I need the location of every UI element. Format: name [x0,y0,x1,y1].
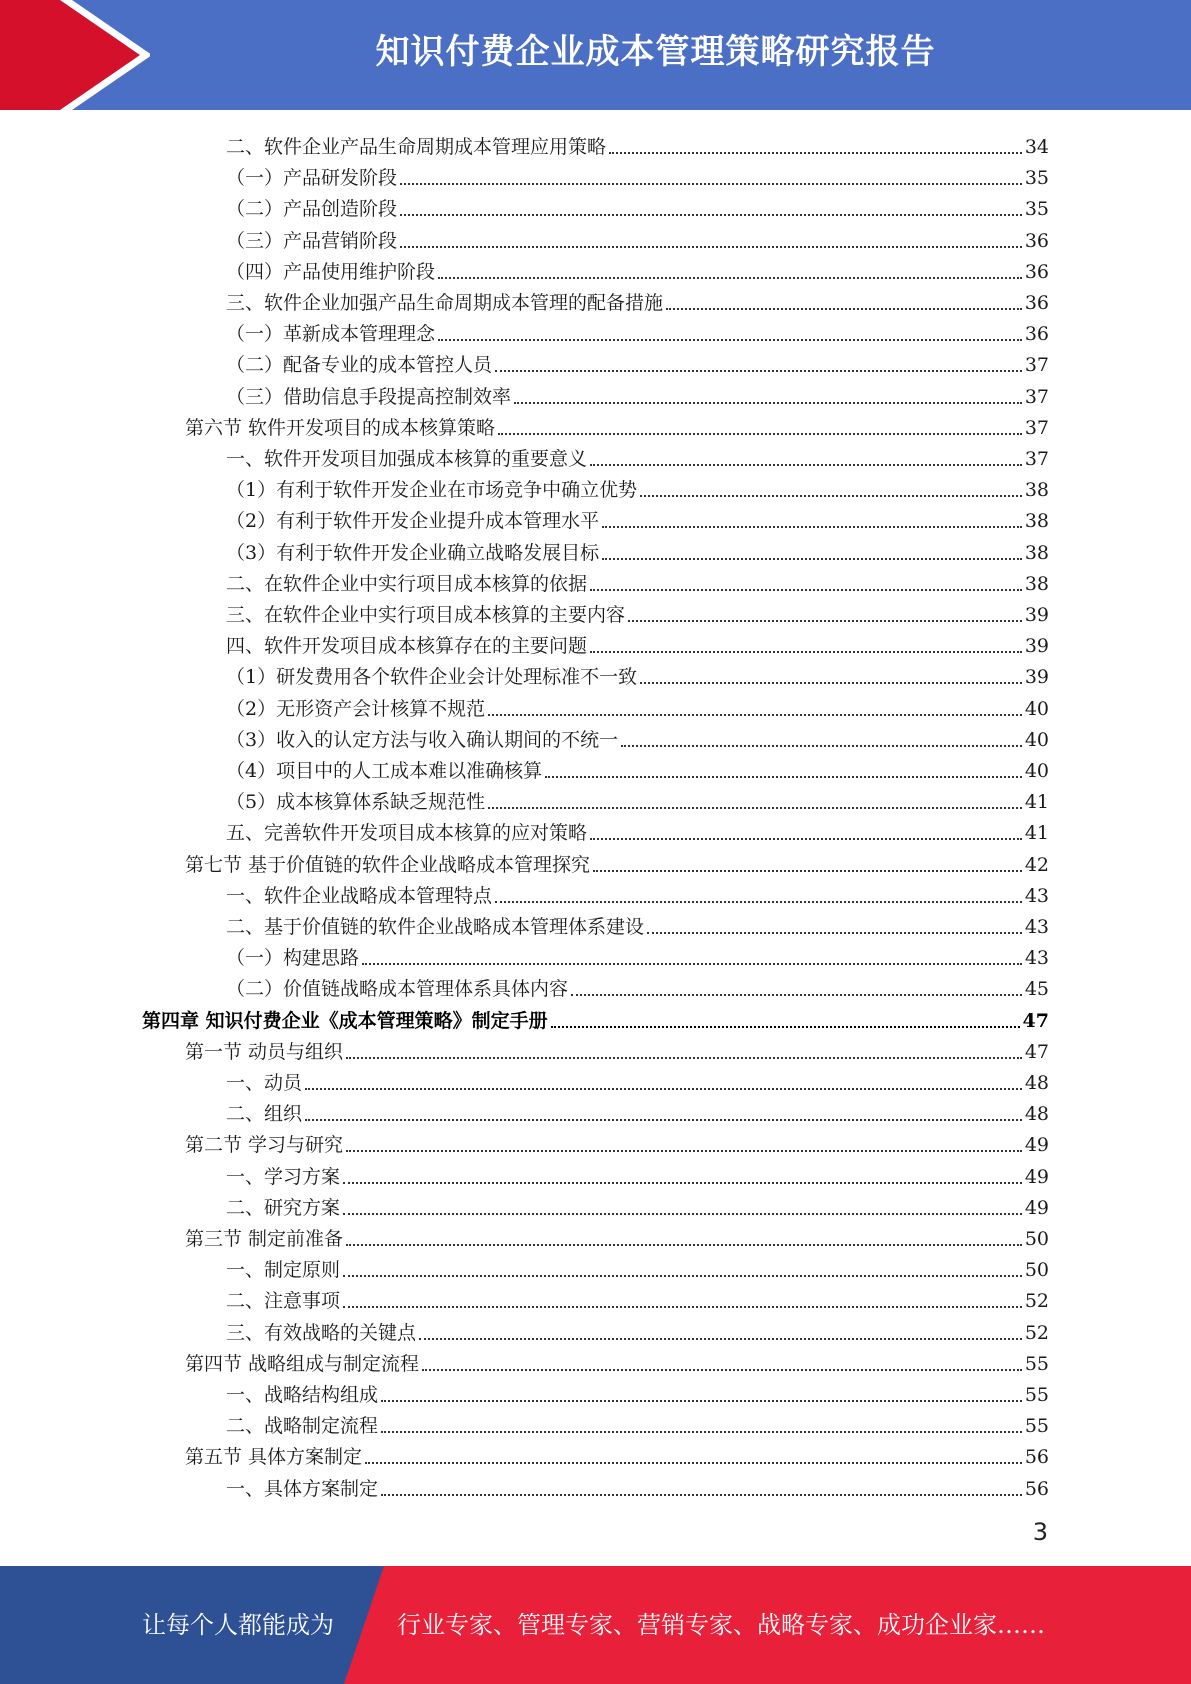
toc-subsection-entry[interactable] [226,1095,1049,1126]
toc-leader-dots [593,869,1022,872]
toc-leader-dots [488,713,1022,716]
toc-entry-page: 36 [1024,229,1049,252]
toc-subsection-entry[interactable] [226,752,1049,783]
toc-subsection-entry[interactable] [226,721,1049,752]
toc-subsection-entry[interactable] [226,1251,1049,1282]
toc-subsection-entry[interactable] [226,783,1049,814]
toc-subsection-entry[interactable] [226,378,1049,409]
toc-leader-dots [343,1212,1022,1215]
toc-entry-title: 二、注意事项 [226,1290,341,1313]
toc-entry-title: 四、软件开发项目成本核算存在的主要问题 [226,635,588,658]
toc-leader-dots [381,1399,1022,1402]
toc-leader-dots [551,1025,1020,1028]
toc-leader-dots [647,931,1022,934]
toc-leader-dots [640,494,1022,497]
toc-leader-dots [495,900,1022,903]
toc-leader-dots [590,463,1022,466]
toc-entry-page: 41 [1024,791,1049,814]
toc-entry-title: 三、软件企业加强产品生命周期成本管理的配备措施 [226,292,664,314]
toc-leader-dots [346,1149,1022,1152]
toc-leader-dots [640,681,1022,684]
toc-entry-page: 49 [1024,1196,1049,1219]
toc-leader-dots [545,775,1022,778]
toc-entry-title: 第七节 基于价值链的软件企业战略成本管理探究 [185,853,591,876]
toc-subsection-entry[interactable] [226,658,1049,689]
toc-entry-title: 一、动员 [226,1072,303,1094]
toc-entry-page: 56 [1024,1446,1049,1469]
toc-subsection-entry[interactable] [226,253,1049,284]
toc-leader-dots [422,1368,1022,1371]
toc-entry-page: 36 [1024,323,1049,346]
toc-entry-page: 35 [1024,167,1049,190]
toc-chapter-entry[interactable] [142,1002,1049,1033]
toc-entry-title: 第五节 具体方案制定 [185,1446,363,1469]
toc-entry-page: 37 [1024,416,1049,439]
toc-entry-title: （三）借助信息手段提高控制效率 [226,385,512,408]
toc-subsection-entry[interactable] [226,346,1049,377]
toc-subsection-entry[interactable] [226,1376,1049,1407]
toc-entry-title: （1）研发费用各个软件企业会计处理标准不一致 [226,666,638,689]
toc-leader-dots [381,1430,1022,1433]
page-footer [0,1566,1191,1684]
toc-leader-dots [438,338,1022,341]
toc-entry-page: 43 [1024,916,1049,938]
toc-leader-dots [571,993,1022,996]
toc-subsection-entry[interactable] [226,908,1049,939]
toc-entry-page: 36 [1024,292,1049,314]
toc-entry-title: 二、战略制定流程 [226,1415,379,1438]
toc-entry-page: 38 [1024,510,1049,533]
toc-leader-dots [438,276,1022,279]
toc-entry-title: 一、制定原则 [226,1259,341,1282]
toc-leader-dots [628,619,1022,622]
toc-entry-page: 37 [1024,354,1049,377]
toc-entry-page: 39 [1024,666,1049,689]
toc-entry-page: 47 [1022,1009,1049,1032]
toc-subsection-entry[interactable] [226,471,1049,502]
toc-leader-dots [343,1274,1022,1277]
toc-leader-dots [362,962,1022,965]
toc-entry-page: 49 [1024,1165,1049,1188]
toc-subsection-entry[interactable] [226,814,1049,845]
toc-subsection-entry[interactable] [226,690,1049,721]
toc-entry-page: 35 [1024,198,1049,221]
toc-entry-title: （5）成本核算体系缺乏规范性 [226,791,486,814]
page-number: 3 [1032,1518,1048,1546]
toc-subsection-entry[interactable] [226,1158,1049,1189]
toc-entry-page: 45 [1024,978,1049,1001]
toc-entry-page: 38 [1024,572,1049,595]
toc-leader-dots [400,245,1022,248]
toc-entry-title: 第二节 学习与研究 [185,1134,344,1157]
toc-entry-page: 52 [1024,1321,1049,1344]
toc-entry-title: 二、基于价值链的软件企业战略成本管理体系建设 [226,916,645,938]
toc-entry-title: 二、组织 [226,1103,303,1126]
toc-subsection-entry[interactable] [226,190,1049,221]
toc-subsection-entry[interactable] [226,1064,1049,1095]
toc-subsection-entry[interactable] [226,440,1049,471]
toc-entry-title: （一）构建思路 [226,947,360,970]
toc-entry-title: 三、有效战略的关键点 [226,1321,417,1344]
toc-section-entry[interactable] [185,1220,1049,1251]
page-title: 知识付费企业成本管理策略研究报告 [375,32,936,72]
toc-leader-dots [590,650,1022,653]
toc-entry-title: （4）项目中的人工成本难以准确核算 [226,760,543,782]
toc-entry-title: 五、完善软件开发项目成本核算的应对策略 [226,822,588,845]
toc-entry-title: 第一节 动员与组织 [185,1040,344,1063]
toc-subsection-entry[interactable] [226,128,1049,159]
toc-section-entry[interactable] [185,1126,1049,1157]
toc-entry-page: 43 [1024,884,1049,907]
toc-entry-title: 二、在软件企业中实行项目成本核算的依据 [226,572,588,595]
toc-leader-dots [621,744,1022,747]
toc-leader-dots [495,369,1022,372]
toc-entry-page: 49 [1024,1134,1049,1157]
toc-leader-dots [343,1305,1022,1308]
toc-entry-title: 一、战略结构组成 [226,1384,379,1406]
toc-leader-dots [305,1087,1022,1090]
toc-leader-dots [365,1461,1022,1464]
toc-entry-page: 47 [1024,1040,1049,1063]
toc-leader-dots [419,1337,1022,1340]
toc-entry-page: 56 [1024,1477,1049,1500]
toc-entry-title: （1）有利于软件开发企业在市场竞争中确立优势 [226,479,638,502]
toc-entry-title: （二）价值链战略成本管理体系具体内容 [226,978,569,1001]
toc-subsection-entry[interactable] [226,877,1049,908]
toc-leader-dots [488,806,1022,809]
toc-entry-page: 36 [1024,260,1049,283]
toc-subsection-entry[interactable] [226,502,1049,533]
toc-subsection-entry[interactable] [226,1407,1049,1438]
toc-entry-title: （二）产品创造阶段 [226,198,398,221]
toc-entry-title: （四）产品使用维护阶段 [226,260,436,283]
toc-entry-title: 一、软件企业战略成本管理特点 [226,884,493,907]
toc-leader-dots [666,307,1022,310]
toc-subsection-entry[interactable] [226,284,1049,315]
toc-subsection-entry[interactable] [226,627,1049,658]
toc-subsection-entry[interactable] [226,1282,1049,1313]
toc-subsection-entry[interactable] [226,1470,1049,1501]
toc-entry-page: 39 [1024,635,1049,658]
toc-entry-page: 50 [1024,1259,1049,1282]
toc-leader-dots [602,557,1022,560]
toc-entry-page: 50 [1024,1228,1049,1250]
toc-entry-title: （二）配备专业的成本管控人员 [226,354,493,377]
toc-subsection-entry[interactable] [226,159,1049,190]
toc-leader-dots [602,525,1022,528]
toc-leader-dots [514,401,1022,404]
toc-section-entry[interactable] [185,1033,1049,1064]
toc-leader-dots [400,182,1022,185]
toc-leader-dots [381,1493,1022,1496]
toc-entry-page: 52 [1024,1290,1049,1313]
toc-entry-page: 40 [1024,760,1049,782]
toc-entry-title: 一、学习方案 [226,1165,341,1188]
toc-subsection-entry[interactable] [226,970,1049,1001]
toc-entry-page: 38 [1024,479,1049,502]
toc-entry-page: 41 [1024,822,1049,845]
footer-slogan-right: 行业专家、管理专家、营销专家、战略专家、成功企业家…… [397,1611,1045,1639]
header-arrow-graphic [0,0,150,110]
toc-entry-page: 37 [1024,385,1049,408]
toc-entry-page: 55 [1024,1352,1049,1375]
toc-subsection-entry[interactable] [226,1314,1049,1345]
toc-leader-dots [400,213,1022,216]
toc-leader-dots [590,588,1022,591]
toc-entry-title: 三、在软件企业中实行项目成本核算的主要内容 [226,604,626,626]
toc-section-entry[interactable] [185,1345,1049,1376]
toc-entry-title: 第四节 战略组成与制定流程 [185,1352,420,1375]
toc-leader-dots [609,151,1022,154]
toc-entry-title: （三）产品营销阶段 [226,229,398,252]
toc-entry-title: （一）产品研发阶段 [226,167,398,190]
toc-entry-title: （3）收入的认定方法与收入确认期间的不统一 [226,728,619,751]
toc-leader-dots [590,837,1022,840]
toc-section-entry[interactable] [185,846,1049,877]
toc-entry-title: 二、研究方案 [226,1196,341,1219]
toc-entry-title: 二、软件企业产品生命周期成本管理应用策略 [226,136,607,158]
toc-leader-dots [343,1181,1022,1184]
toc-subsection-entry[interactable] [226,222,1049,253]
toc-entry-page: 55 [1024,1415,1049,1438]
toc-subsection-entry[interactable] [226,1189,1049,1220]
toc-entry-page: 40 [1024,697,1049,720]
toc-entry-page: 48 [1024,1072,1049,1094]
toc-leader-dots [498,432,1022,435]
toc-entry-title: （一）革新成本管理理念 [226,323,436,346]
toc-entry-page: 40 [1024,728,1049,751]
toc-section-entry[interactable] [185,409,1049,440]
toc-entry-title: 第三节 制定前准备 [185,1228,344,1250]
toc-entry-title: （3）有利于软件开发企业确立战略发展目标 [226,541,600,564]
toc-subsection-entry[interactable] [226,939,1049,970]
footer-slogan-left: 让每个人都能成为 [142,1611,334,1639]
toc-entry-page: 48 [1024,1103,1049,1126]
toc-entry-page: 42 [1024,853,1049,876]
toc-entry-page: 43 [1024,947,1049,970]
toc-subsection-entry[interactable] [226,565,1049,596]
toc-entry-title: （2）有利于软件开发企业提升成本管理水平 [226,510,600,533]
toc-entry-title: 第四章 知识付费企业《成本管理策略》制定手册 [142,1009,548,1032]
toc-entry-page: 38 [1024,541,1049,564]
toc-entry-title: 第六节 软件开发项目的成本核算策略 [185,416,496,439]
toc-subsection-entry[interactable] [226,596,1049,627]
toc-subsection-entry[interactable] [226,315,1049,346]
toc-entry-title: （2）无形资产会计核算不规范 [226,697,486,720]
toc-leader-dots [305,1118,1022,1121]
toc-section-entry[interactable] [185,1438,1049,1469]
toc-entry-page: 39 [1024,604,1049,626]
toc-entry-page: 37 [1024,448,1049,470]
page-header [0,0,1191,110]
toc-leader-dots [346,1056,1022,1059]
toc-entry-page: 55 [1024,1384,1049,1406]
toc-subsection-entry[interactable] [226,534,1049,565]
toc-entry-page: 34 [1024,136,1049,158]
toc-leader-dots [346,1243,1022,1246]
toc-entry-title: 一、具体方案制定 [226,1477,379,1500]
toc-entry-title: 一、软件开发项目加强成本核算的重要意义 [226,448,588,470]
